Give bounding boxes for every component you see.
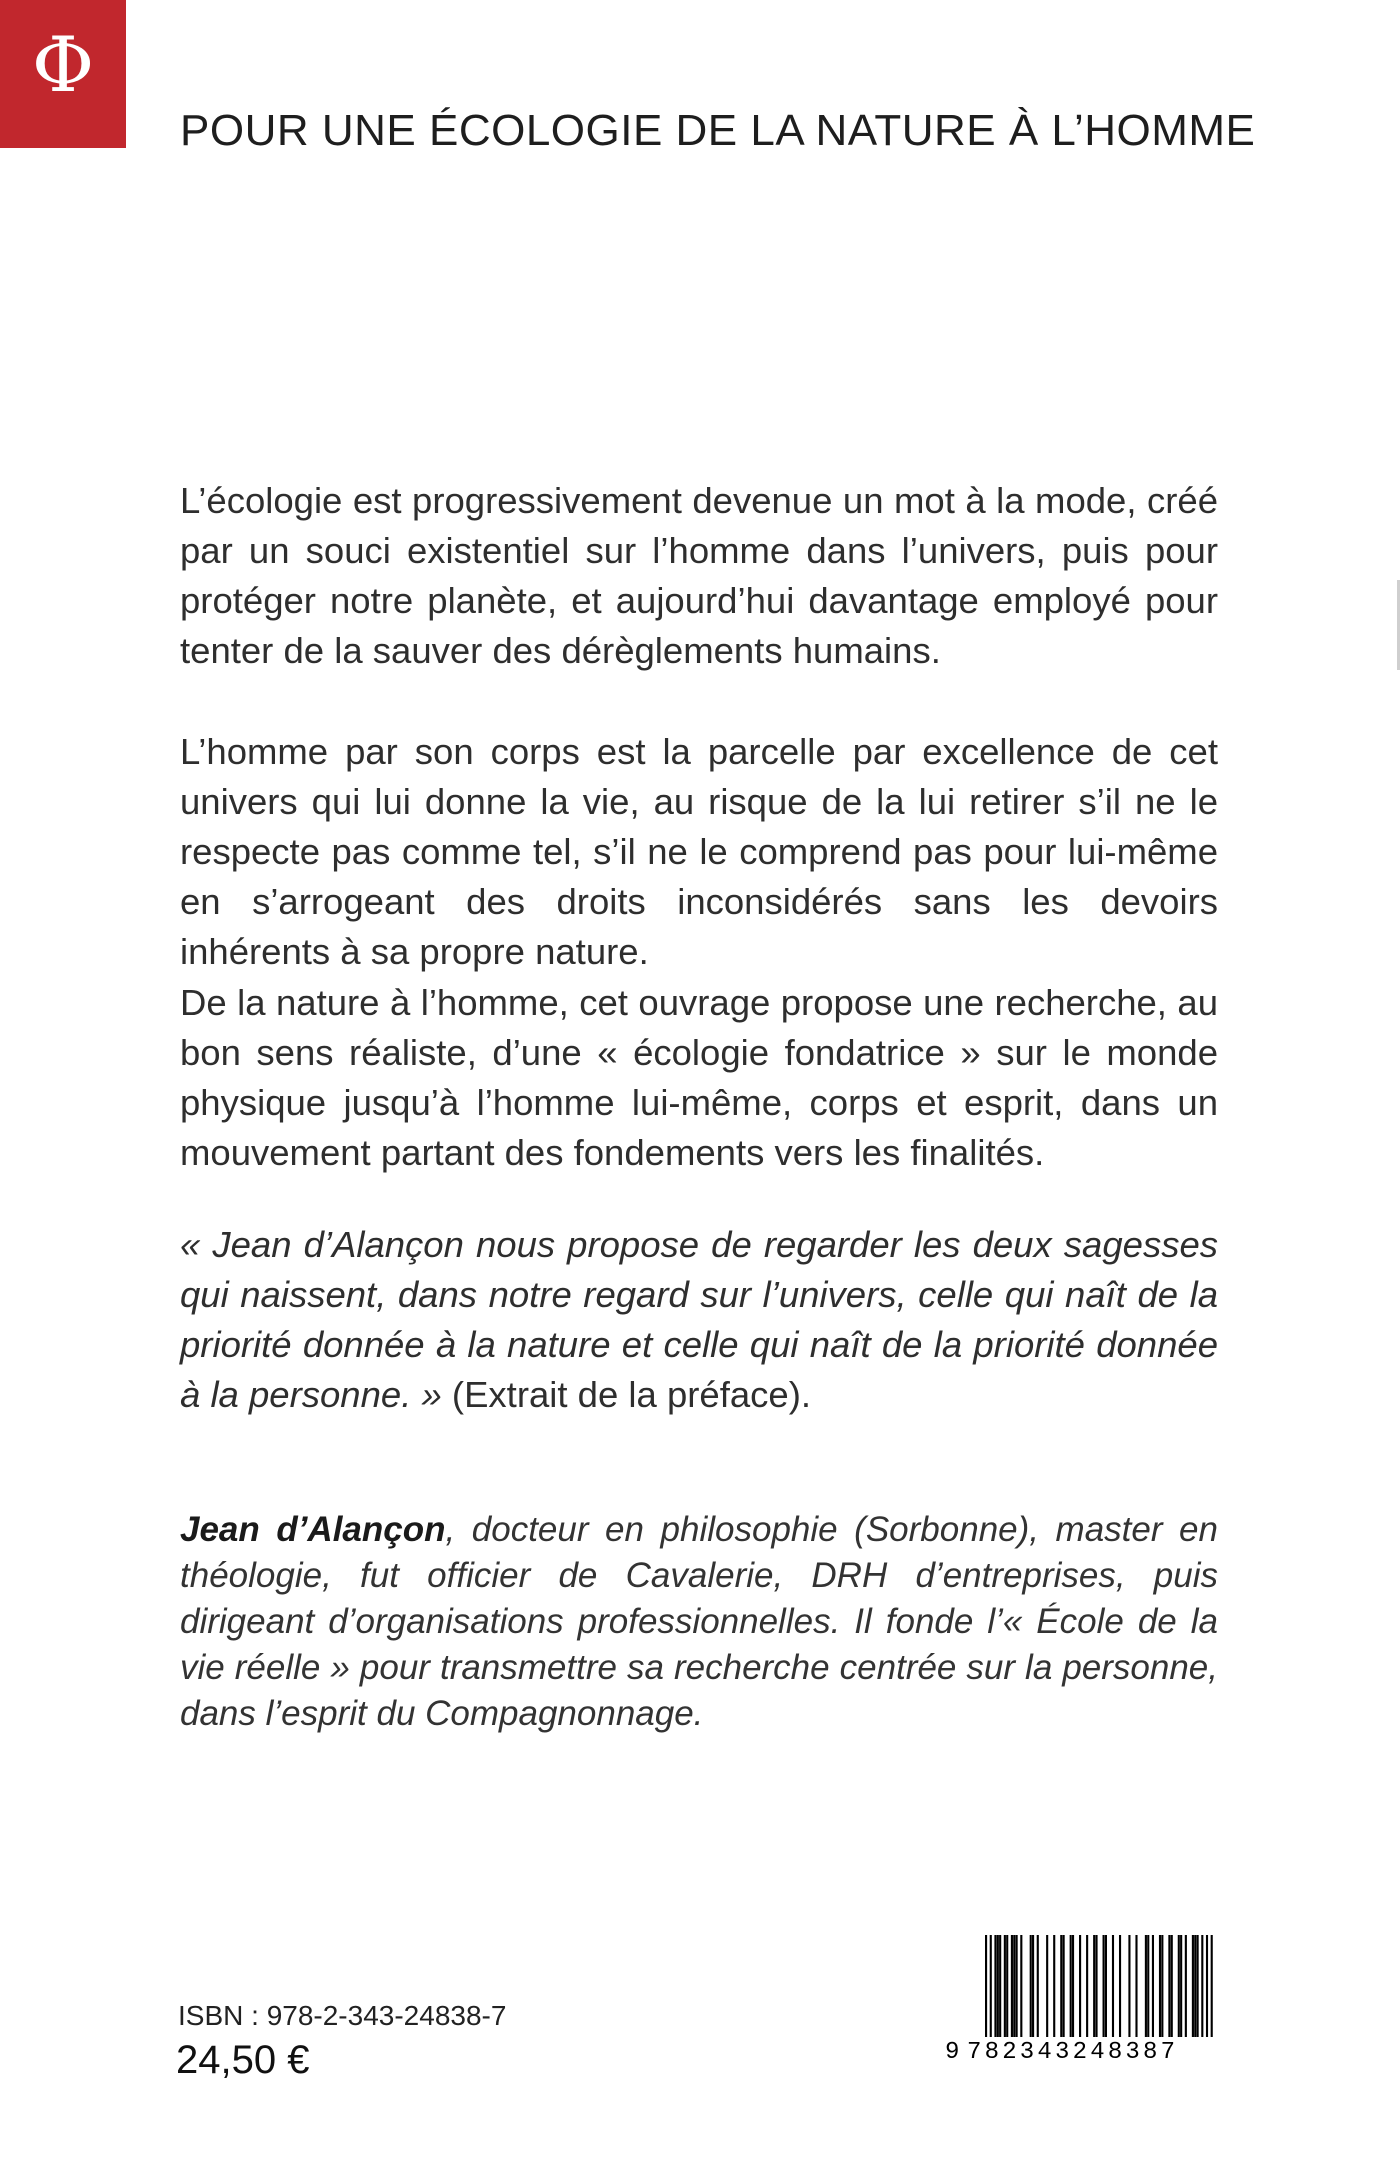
barcode-bar xyxy=(1201,1935,1203,2037)
blurb-paragraph-3: De la nature à l’homme, cet ouvrage propose une recherche, au bon sens réaliste, d’une « écologie fondatrice » sur le monde physique jusqu’à l’homme lui-même, corps et esprit, dans un mouvement partant des fondements vers les finalités. xyxy=(180,982,1218,1173)
preface-quote-text: « Jean d’Alançon nous propose de regarder les deux sagesses qui naissent, dans notre regard sur l’univers, celle qui naît de la priorité donnée à la nature et celle qui naît de la priorité donnée à la personne. » xyxy=(180,1224,1218,1415)
price-label: 24,50 € xyxy=(176,2038,310,2082)
barcode-bar xyxy=(1206,1935,1208,2037)
blurb-paragraph-2: L’homme par son corps est la parcelle par excellence de cet univers qui lui donne la vie, au risque de la lui retirer s’il ne le respecte pas comme tel, s’il ne le comprend pas pour lui-même en s’arrogeant des droits inconsidérés sans les devoirs inhérents à sa propre nature. xyxy=(180,731,1218,972)
barcode-bar xyxy=(1086,1935,1088,2037)
barcode-bar xyxy=(1185,1935,1187,2037)
barcode-bar xyxy=(997,1935,999,2037)
barcode-bar xyxy=(1128,1935,1130,2037)
barcode-bar xyxy=(1152,1935,1154,2037)
barcode-bar xyxy=(1063,1935,1065,2037)
barcode-bar xyxy=(1004,1935,1006,2037)
barcode-bar xyxy=(1095,1935,1097,2037)
barcode-bar xyxy=(1060,1935,1062,2037)
barcode-bar xyxy=(999,1935,1001,2037)
barcode-bar xyxy=(1013,1935,1015,2037)
barcode-bar xyxy=(1011,1935,1013,2037)
barcode-bar xyxy=(1030,1935,1032,2037)
barcode-bar xyxy=(1159,1935,1161,2037)
phi-logo-icon: Φ xyxy=(31,20,95,109)
blurb-paragraph-1: L’écologie est progressivement devenue un mot à la mode, créé par un souci existentiel sur l’homme dans l’univers, puis pour protéger notre planète, et aujourd’hui davantage employé pour tenter de la sauver des dérèglements humains. xyxy=(180,480,1218,671)
barcode-bar xyxy=(1147,1935,1149,2037)
barcode-bar xyxy=(1046,1935,1048,2037)
preface-quote-source: (Extrait de la préface). xyxy=(441,1374,811,1415)
barcode-bar xyxy=(1171,1935,1173,2037)
book-title: POUR UNE ÉCOLOGIE DE LA NATURE À L’HOMME xyxy=(180,106,1256,155)
barcode-bar xyxy=(1197,1935,1199,2037)
barcode-bar xyxy=(1194,1935,1196,2037)
barcode-bar xyxy=(1020,1935,1022,2037)
barcode-bar xyxy=(1168,1935,1170,2037)
barcode-bar xyxy=(1079,1935,1081,2037)
barcode-bar xyxy=(1053,1935,1055,2037)
barcode xyxy=(945,1935,1217,2085)
barcode-bar xyxy=(1006,1935,1008,2037)
barcode-bar xyxy=(1119,1935,1121,2037)
barcode-bar xyxy=(1178,1935,1180,2037)
barcode-bar xyxy=(990,1935,992,2037)
author-bio xyxy=(180,1507,1218,1737)
barcode-bar xyxy=(1016,1935,1018,2037)
barcode-bar xyxy=(1192,1935,1194,2037)
barcode-bar xyxy=(1070,1935,1072,2037)
barcode-bar xyxy=(1135,1935,1137,2037)
barcode-bars xyxy=(985,1935,1213,2045)
barcode-bar xyxy=(1032,1935,1034,2037)
barcode-bar xyxy=(1211,1935,1213,2037)
barcode-bar xyxy=(1112,1935,1114,2037)
publisher-logo xyxy=(0,0,126,148)
barcode-bar xyxy=(1180,1935,1182,2037)
barcode-bar xyxy=(1072,1935,1074,2037)
barcode-bar xyxy=(1037,1935,1039,2037)
isbn-label: ISBN : 978-2-343-24838-7 xyxy=(178,2000,507,2031)
barcode-bar xyxy=(1105,1935,1107,2037)
barcode-lead-digit: 9 xyxy=(945,2039,960,2066)
preface-quote xyxy=(180,1220,1218,1420)
barcode-bar xyxy=(994,1935,996,2037)
barcode-bar xyxy=(1103,1935,1105,2037)
author-bio-text: , docteur en philosophie (Sorbonne), master en théologie, fut officier de Cavalerie, DRH d’entreprises, puis dirigeant d’organisations professionnelles. Il fonde l’« École de la vie réelle » pour transmettre sa recherche centrée sur la personne, dans l’esprit du Compagnonnage. xyxy=(180,1510,1218,1733)
barcode-bar xyxy=(1145,1935,1147,2037)
barcode-bar xyxy=(985,1935,987,2037)
barcode-bar xyxy=(1161,1935,1163,2037)
barcode-digits: 782343248387 xyxy=(967,2039,1179,2066)
barcode-bar xyxy=(1093,1935,1095,2037)
author-name: Jean d’Alançon xyxy=(180,1510,446,1549)
